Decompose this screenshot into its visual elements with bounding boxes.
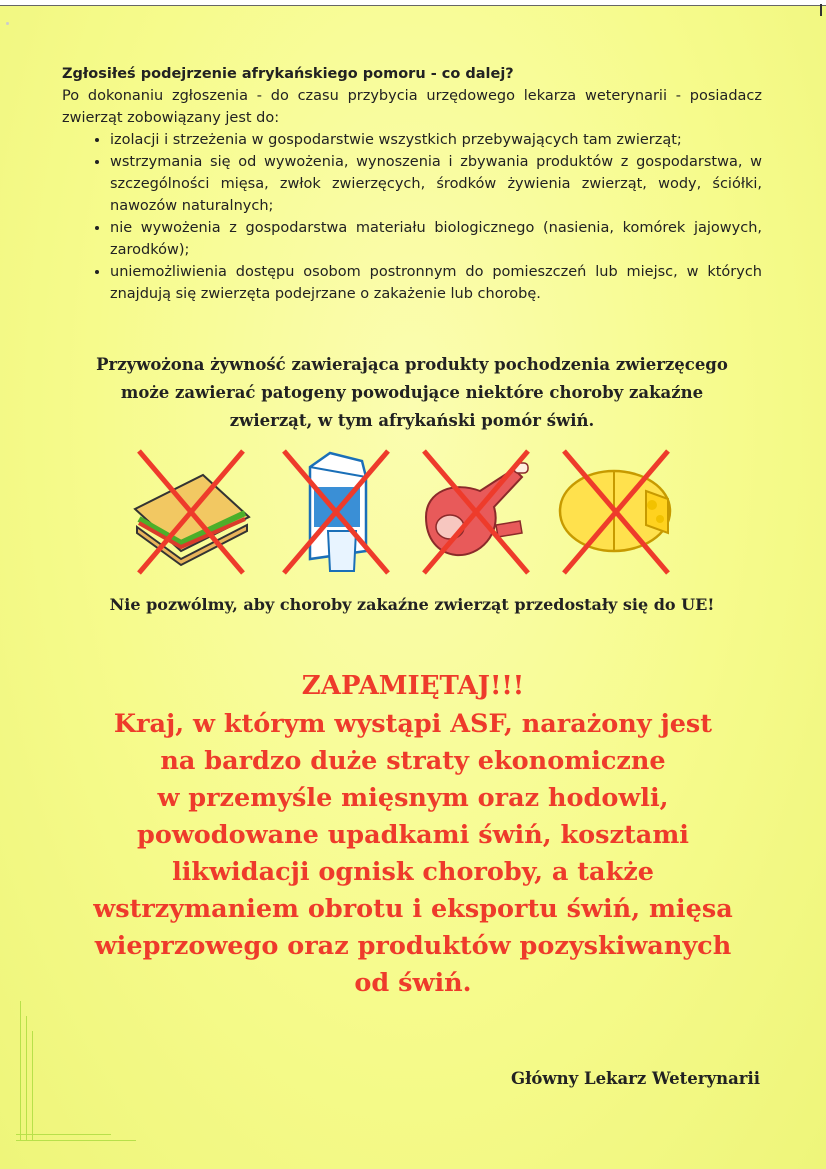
remember-line: od świń. (354, 968, 472, 998)
remember-line: powodowane upadkami świń, kosztami (137, 820, 689, 850)
remember-line: likwidacji ognisk choroby, a także (172, 857, 654, 887)
decorative-lines (16, 991, 136, 1141)
scan-dot (6, 22, 9, 25)
prohibited-food-icons (125, 447, 685, 577)
section-intro: Po dokonaniu zgłoszenia - do czasu przybycia urzędowego lekarza weterynarii - posiadacz zwierząt zobowiązany jest do: (62, 88, 762, 126)
list-item: • uniemożliwienia dostępu osobom postronnym do pomieszczeń lub miejsc, w których znajdują się zwierzęta podejrzane o zakażenie lub chorobę. (110, 261, 762, 305)
scan-top-edge (0, 0, 826, 6)
signature: Główny Lekarz Weterynarii (510, 1069, 760, 1088)
remember-block (40, 666, 786, 1002)
sandwich-icon (125, 447, 255, 577)
warning-line: zwierząt, w tym afrykański pomór świń. (229, 411, 595, 430)
scan-mark (820, 4, 822, 16)
remember-line: wstrzymaniem obrotu i eksportu świń, mięsa (93, 894, 733, 924)
milk-icon (270, 447, 400, 577)
remember-line: na bardzo duże straty ekonomiczne (160, 746, 666, 776)
ham-icon (410, 447, 540, 577)
section-heading: Zgłosiłeś podejrzenie afrykańskiego pomoru - co dalej? (62, 66, 514, 82)
remember-title: ZAPAMIĘTAJ!!! (301, 671, 525, 701)
remember-line: Kraj, w którym wystąpi ASF, narażony jest (113, 709, 713, 739)
list-item: • nie wywożenia z gospodarstwa materiału biologicznego (nasienia, komórek jajowych, zarodków); (110, 217, 762, 261)
list-item: • wstrzymania się od wywożenia, wynoszenia i zbywania produktów z gospodarstwa, w szczególności mięsa, zwłok zwierzęcych, środków żywienia zwierząt, wody, ściółki, nawozów naturalnych; (110, 151, 762, 217)
list-item: • izolacji i strzeżenia w gospodarstwie wszystkich przebywających tam zwierząt; (110, 129, 762, 151)
notification-section (62, 63, 762, 305)
obligations-list (62, 129, 762, 305)
warning-line: może zawierać patogeny powodujące niektóre choroby zakaźne (120, 383, 704, 402)
food-warning (62, 351, 762, 435)
remember-body (40, 706, 786, 1002)
slogan: Nie pozwólmy, aby choroby zakaźne zwierząt przedostały się do UE! (109, 595, 715, 614)
remember-line: w przemyśle mięsnym oraz hodowli, (157, 783, 669, 813)
remember-line: wieprzowego oraz produktów pozyskiwanych (94, 931, 732, 961)
cheese-icon (550, 447, 680, 577)
warning-line: Przywożona żywność zawierająca produkty pochodzenia zwierzęcego (96, 355, 728, 374)
